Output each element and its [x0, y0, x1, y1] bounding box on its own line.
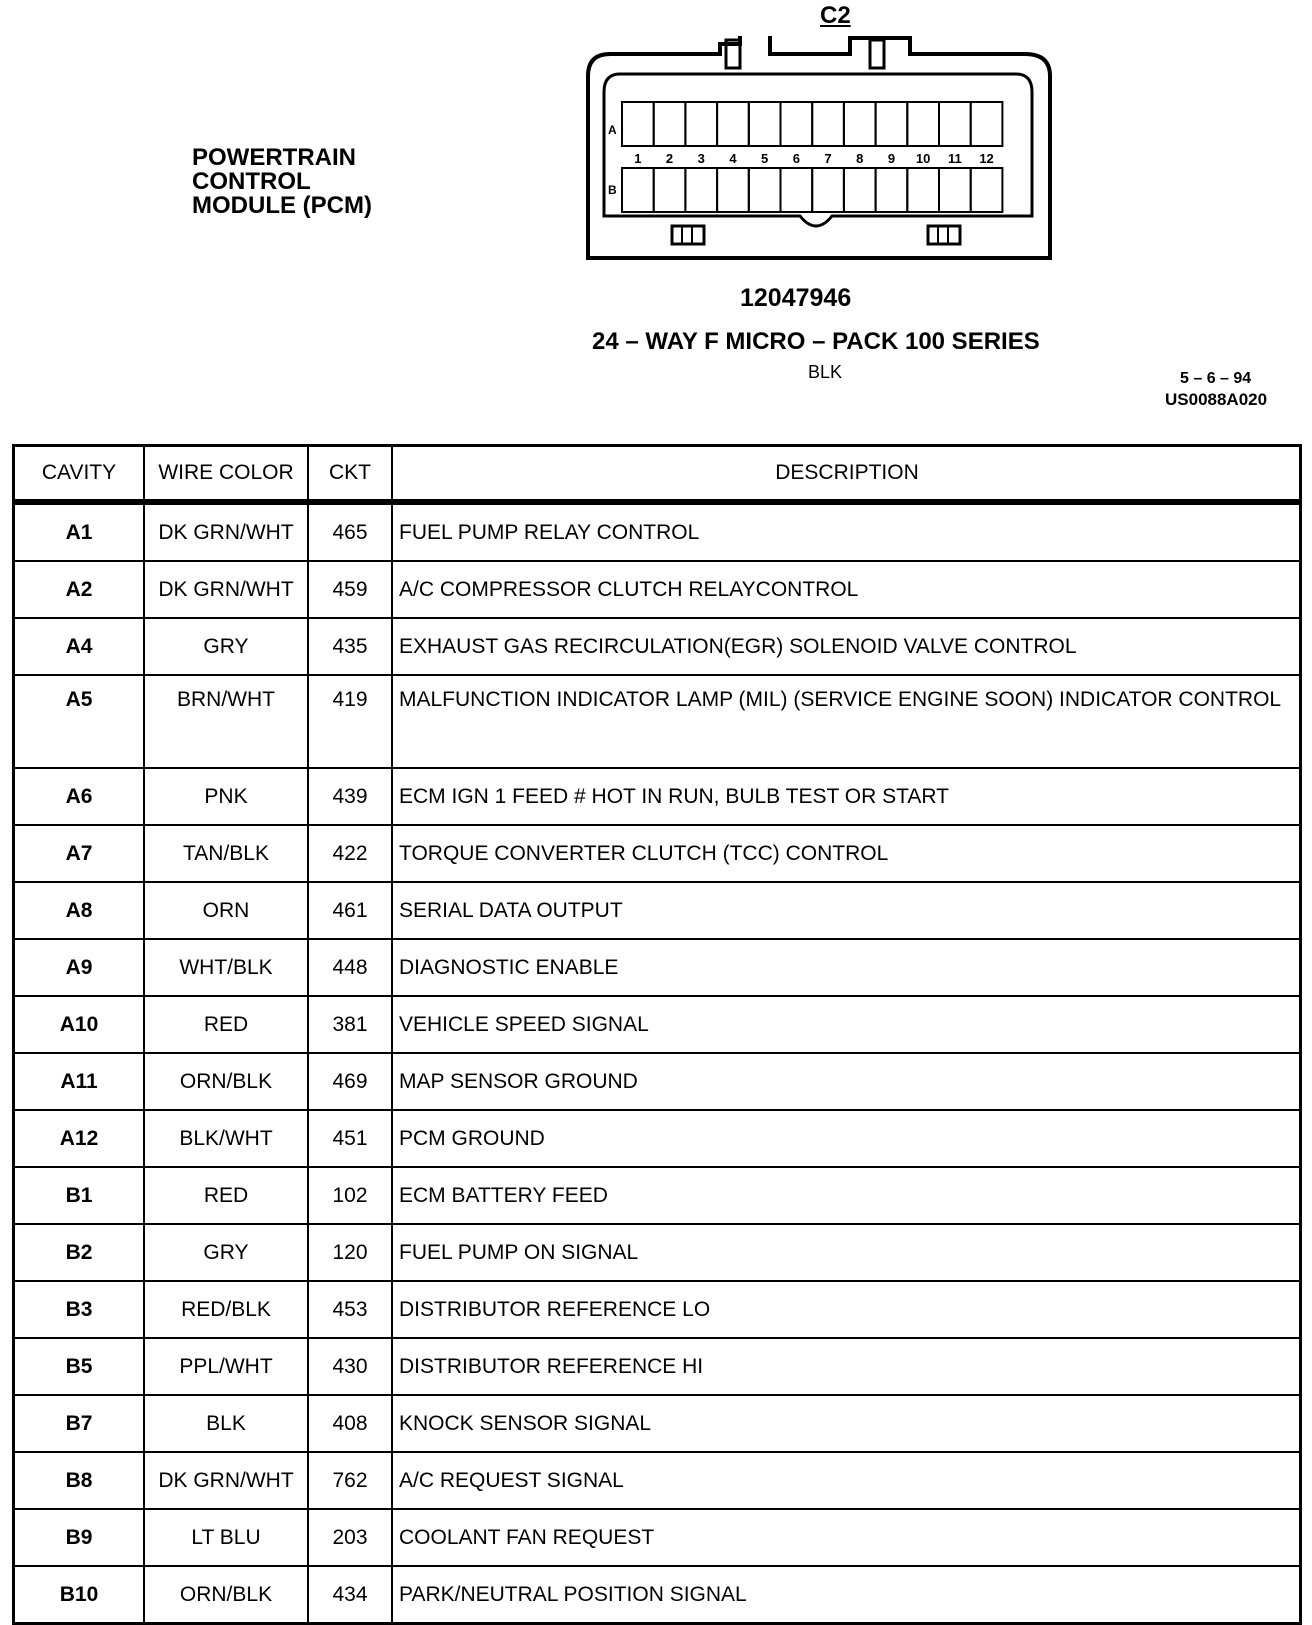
- cavity-a4: [717, 102, 749, 146]
- description-cell: COOLANT FAN REQUEST: [392, 1509, 1301, 1566]
- description-cell: MALFUNCTION INDICATOR LAMP (MIL) (SERVICE ENGINE SOON) INDICATOR CONTROL: [392, 675, 1301, 768]
- description-cell: PARK/NEUTRAL POSITION SIGNAL: [392, 1566, 1301, 1624]
- wire-color-cell: RED/BLK: [144, 1281, 308, 1338]
- table-row: [14, 1566, 1301, 1624]
- table-row: [14, 618, 1301, 675]
- header-cavity: CAVITY: [14, 446, 145, 503]
- ckt-cell: 408: [308, 1395, 392, 1452]
- pin-number: 1: [634, 151, 642, 166]
- ckt-cell: 451: [308, 1110, 392, 1167]
- cavity-b1: [622, 168, 654, 212]
- ckt-cell: 434: [308, 1566, 392, 1624]
- table-row: [14, 1110, 1301, 1167]
- cavity-a6: [781, 102, 813, 146]
- cavity-b2: [654, 168, 686, 212]
- pin-number-row: [634, 151, 994, 166]
- pin-number: 3: [697, 151, 705, 166]
- cavity-cell: A4: [14, 618, 145, 675]
- header-description: DESCRIPTION: [392, 446, 1301, 503]
- table-row: [14, 1224, 1301, 1281]
- description-cell: VEHICLE SPEED SIGNAL: [392, 996, 1301, 1053]
- table-row: [14, 882, 1301, 939]
- description-cell: PCM GROUND: [392, 1110, 1301, 1167]
- cavity-b9: [876, 168, 908, 212]
- description-cell: DIAGNOSTIC ENABLE: [392, 939, 1301, 996]
- module-title: [192, 146, 372, 218]
- cavity-row-b: [622, 168, 1002, 212]
- header-wire-color: WIRE COLOR: [144, 446, 308, 503]
- cavity-cell: B8: [14, 1452, 145, 1509]
- wire-color-cell: DK GRN/WHT: [144, 1452, 308, 1509]
- cavity-cell: B7: [14, 1395, 145, 1452]
- cavity-cell: A12: [14, 1110, 145, 1167]
- module-title-line3: MODULE (PCM): [192, 192, 372, 219]
- ckt-cell: 448: [308, 939, 392, 996]
- pin-number: 9: [887, 151, 896, 166]
- cavity-b10: [907, 168, 939, 212]
- wire-color-cell: LT BLU: [144, 1509, 308, 1566]
- ckt-cell: 435: [308, 618, 392, 675]
- cavity-cell: B1: [14, 1167, 145, 1224]
- wire-color-cell: DK GRN/WHT: [144, 561, 308, 618]
- cavity-a9: [876, 102, 908, 146]
- cavity-cell: A2: [14, 561, 145, 618]
- pinout-table: [12, 444, 1302, 1625]
- connector-key-right: [870, 40, 884, 68]
- table-row: [14, 1509, 1301, 1566]
- wire-color-cell: BRN/WHT: [144, 675, 308, 768]
- connector-series: 24 – WAY F MICRO – PACK 100 SERIES: [592, 328, 1040, 355]
- cavity-cell: A7: [14, 825, 145, 882]
- ckt-cell: 762: [308, 1452, 392, 1509]
- cavity-b5: [749, 168, 781, 212]
- cavity-b6: [781, 168, 813, 212]
- pin-number: 11: [947, 151, 962, 166]
- pin-number: 10: [915, 151, 931, 166]
- cavity-a11: [939, 102, 971, 146]
- table-row: [14, 939, 1301, 996]
- cavity-cell: A10: [14, 996, 145, 1053]
- table-row: [14, 502, 1301, 561]
- table-row: [14, 1053, 1301, 1110]
- pin-number: 5: [761, 151, 769, 166]
- ckt-cell: 465: [308, 502, 392, 561]
- description-cell: DISTRIBUTOR REFERENCE HI: [392, 1338, 1301, 1395]
- module-title-line1: POWERTRAIN: [192, 144, 356, 171]
- cavity-cell: B2: [14, 1224, 145, 1281]
- latch-tab-left: [672, 226, 704, 244]
- cavity-b3: [685, 168, 717, 212]
- latch-tab-right: [928, 226, 960, 244]
- wire-color-cell: RED: [144, 996, 308, 1053]
- cavity-b4: [717, 168, 749, 212]
- description-cell: MAP SENSOR GROUND: [392, 1053, 1301, 1110]
- cavity-b12: [971, 168, 1003, 212]
- ckt-cell: 459: [308, 561, 392, 618]
- cavity-b11: [939, 168, 971, 212]
- description-cell: A/C REQUEST SIGNAL: [392, 1452, 1301, 1509]
- cavity-a8: [844, 102, 876, 146]
- connector-diagram: [580, 36, 1060, 266]
- ckt-cell: 430: [308, 1338, 392, 1395]
- cavity-a10: [907, 102, 939, 146]
- description-cell: SERIAL DATA OUTPUT: [392, 882, 1301, 939]
- cavity-cell: A9: [14, 939, 145, 996]
- pin-number: 4: [729, 151, 737, 166]
- description-cell: FUEL PUMP RELAY CONTROL: [392, 502, 1301, 561]
- wire-color-cell: TAN/BLK: [144, 825, 308, 882]
- pin-number: 8: [856, 151, 864, 166]
- cavity-a12: [971, 102, 1003, 146]
- table-header-row: [14, 446, 1301, 503]
- cavity-cell: B10: [14, 1566, 145, 1624]
- ckt-cell: 203: [308, 1509, 392, 1566]
- table-row: [14, 768, 1301, 825]
- cavity-cell: A1: [14, 502, 145, 561]
- table-row: [14, 825, 1301, 882]
- description-cell: DISTRIBUTOR REFERENCE LO: [392, 1281, 1301, 1338]
- cavity-cell: A8: [14, 882, 145, 939]
- ckt-cell: 439: [308, 768, 392, 825]
- wire-color-cell: WHT/BLK: [144, 939, 308, 996]
- cavity-cell: B5: [14, 1338, 145, 1395]
- table-row: [14, 1338, 1301, 1395]
- wire-color-cell: BLK: [144, 1395, 308, 1452]
- wire-color-cell: ORN/BLK: [144, 1566, 308, 1624]
- table-row: [14, 1281, 1301, 1338]
- cavity-b7: [812, 168, 844, 212]
- row-label-a: A: [608, 123, 617, 137]
- part-number: 12047946: [740, 284, 852, 312]
- cavity-cell: B3: [14, 1281, 145, 1338]
- revision-code: US0088A020: [1165, 390, 1268, 409]
- ckt-cell: 469: [308, 1053, 392, 1110]
- pin-number: 7: [824, 151, 832, 166]
- ckt-cell: 120: [308, 1224, 392, 1281]
- cavity-a3: [685, 102, 717, 146]
- table-row: [14, 1167, 1301, 1224]
- pin-number: 6: [792, 151, 800, 166]
- wire-color-cell: PPL/WHT: [144, 1338, 308, 1395]
- ckt-cell: 381: [308, 996, 392, 1053]
- table-row: [14, 1452, 1301, 1509]
- ckt-cell: 422: [308, 825, 392, 882]
- ckt-cell: 461: [308, 882, 392, 939]
- wire-color-cell: ORN/BLK: [144, 1053, 308, 1110]
- table-row: [14, 561, 1301, 618]
- pin-number: 12: [979, 151, 994, 166]
- description-cell: ECM BATTERY FEED: [392, 1167, 1301, 1224]
- wire-color-cell: RED: [144, 1167, 308, 1224]
- cavity-a2: [654, 102, 686, 146]
- wire-color-cell: BLK/WHT: [144, 1110, 308, 1167]
- revision-date: 5 – 6 – 94: [1180, 370, 1252, 387]
- ckt-cell: 102: [308, 1167, 392, 1224]
- header-ckt: CKT: [308, 446, 392, 503]
- cavity-cell: A6: [14, 768, 145, 825]
- description-cell: EXHAUST GAS RECIRCULATION(EGR) SOLENOID VALVE CONTROL: [392, 618, 1301, 675]
- wire-color-cell: GRY: [144, 618, 308, 675]
- description-cell: TORQUE CONVERTER CLUTCH (TCC) CONTROL: [392, 825, 1301, 882]
- pin-number: 2: [665, 151, 674, 166]
- connector-id: C2: [820, 2, 851, 29]
- row-label-b: B: [608, 183, 617, 197]
- connector-color: BLK: [808, 362, 843, 382]
- cavity-a1: [622, 102, 654, 146]
- description-cell: ECM IGN 1 FEED # HOT IN RUN, BULB TEST OR START: [392, 768, 1301, 825]
- wire-color-cell: ORN: [144, 882, 308, 939]
- cavity-row-a: [622, 102, 1002, 146]
- cavity-a7: [812, 102, 844, 146]
- wire-color-cell: GRY: [144, 1224, 308, 1281]
- ckt-cell: 419: [308, 675, 392, 768]
- table-row: [14, 996, 1301, 1053]
- cavity-cell: A5: [14, 675, 145, 768]
- connector-inner-housing: [604, 74, 1032, 226]
- cavity-cell: B9: [14, 1509, 145, 1566]
- wire-color-cell: DK GRN/WHT: [144, 502, 308, 561]
- cavity-cell: A11: [14, 1053, 145, 1110]
- description-cell: FUEL PUMP ON SIGNAL: [392, 1224, 1301, 1281]
- ckt-cell: 453: [308, 1281, 392, 1338]
- description-cell: KNOCK SENSOR SIGNAL: [392, 1395, 1301, 1452]
- cavity-b8: [844, 168, 876, 212]
- table-row: [14, 675, 1301, 768]
- module-title-line2: CONTROL: [192, 168, 311, 195]
- wire-color-cell: PNK: [144, 768, 308, 825]
- table-row: [14, 1395, 1301, 1452]
- cavity-a5: [749, 102, 781, 146]
- description-cell: A/C COMPRESSOR CLUTCH RELAYCONTROL: [392, 561, 1301, 618]
